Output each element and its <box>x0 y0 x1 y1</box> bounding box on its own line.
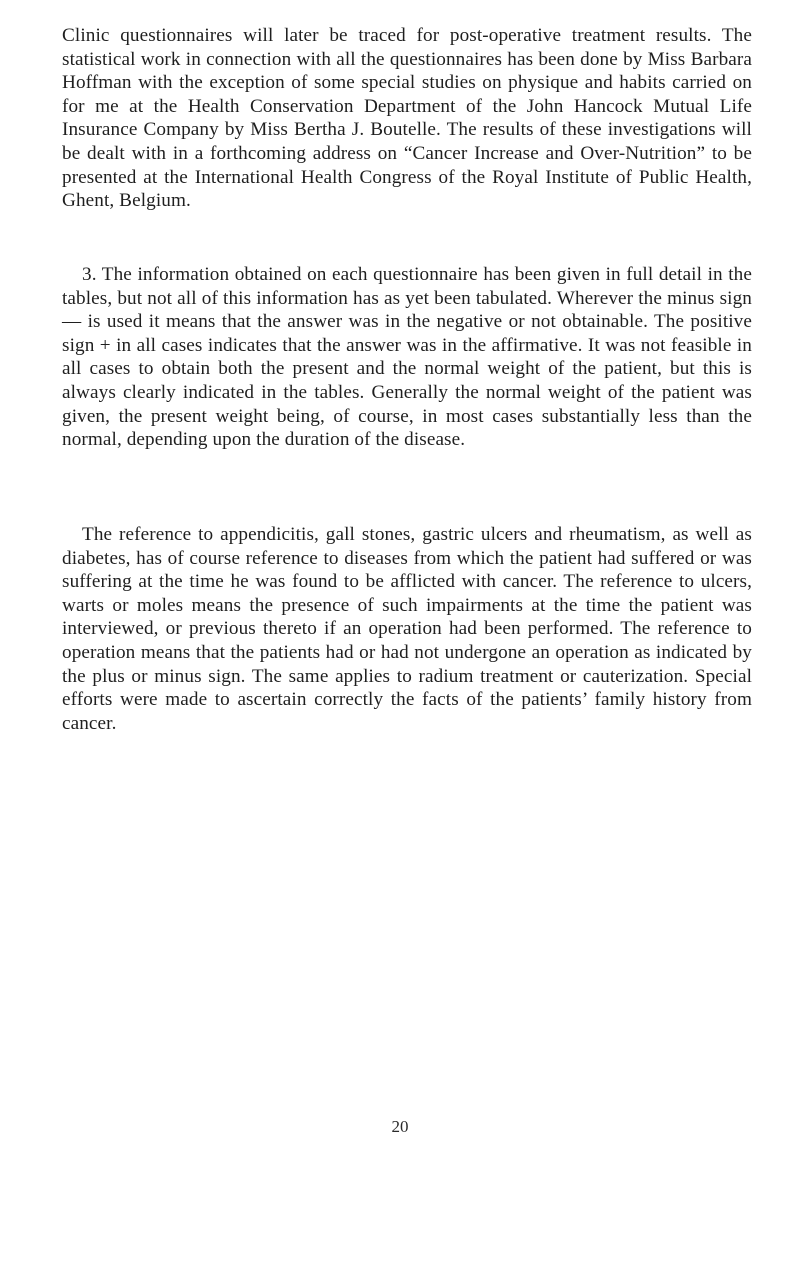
paragraph-clinic-questionnaires: Clinic questionnaires will later be traced for post-operative treatment results. The statistical work in connection with all the questionnaires has been done by Miss Barbara Hoffman with the exception of some special studies on physique and habits carried on for me at the Health Conservation Department of the John Hancock Mutual Life Insurance Company by Miss Bertha J. Boutelle. The results of these investigations will be dealt with in a forthcoming address on “Cancer Increase and Over-Nutrition” to be presented at the International Health Congress of the Royal Institute of Public Health, Ghent, Belgium. <box>62 25 752 212</box>
paragraph-disease-reference: The reference to appendicitis, gall stones, gastric ulcers and rheumatism, as well as diabetes, has of course reference to diseases from which the patient had suffered or was suffering at the time he was found to be afflicted with cancer. The reference to ulcers, warts or moles means the presence of such impairments at the time the patient was interviewed, or previous thereto if an operation had been performed. The reference to operation means that the patients had or had not undergone an operation as indicated by the plus or minus sign. The same applies to radium treatment or cauterization. Special efforts were made to ascertain correctly the facts of the patients’ family history from cancer. <box>62 524 752 734</box>
page-number: 20 <box>391 1117 409 1136</box>
paragraph-information-obtained: 3. The information obtained on each questionnaire has been given in full detail in the tables, but not all of this information has as yet been tabulated. Wherever the minus sign — is used it means that the answer was in the negative or not obtainable. The positive sign + in all cases indicates that the answer was in the affirmative. It was not feasible in all cases to obtain both the present and the normal weight of the patient, but this is always clearly indicated in the tables. Generally the normal weight of the patient was given, the present weight being, of course, in most cases substantially less than the normal, depending upon the duration of the disease. <box>62 264 752 451</box>
